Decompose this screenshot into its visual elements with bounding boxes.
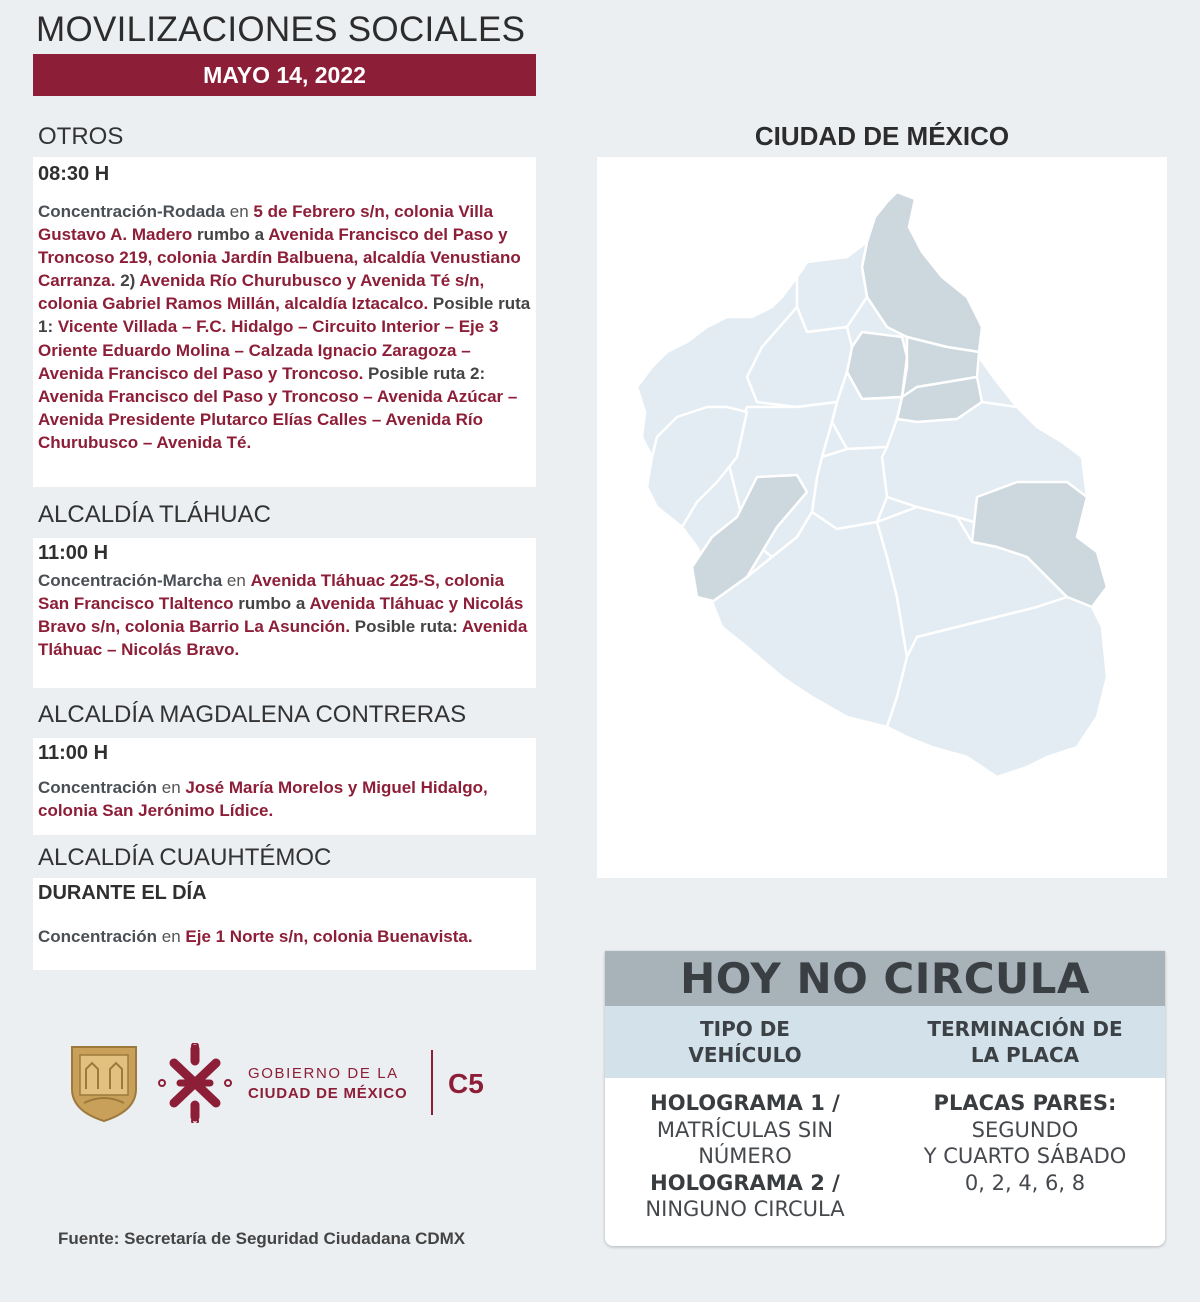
section-label-tlahuac: ALCALDÍA TLÁHUAC <box>38 501 271 528</box>
hnc-vehicle-cell <box>605 1090 885 1223</box>
event-description <box>38 776 531 822</box>
description-fragment: Eje 1 Norte s/n, colonia Buenavista. <box>185 927 473 946</box>
page-title: MOVILIZACIONES SOCIALES <box>36 10 526 49</box>
section-label-cuauhtemoc: ALCALDÍA CUAUHTÉMOC <box>38 844 332 871</box>
date-text: MAYO 14, 2022 <box>203 61 366 88</box>
date-banner <box>33 54 536 96</box>
event-card-magdalena-contreras <box>33 738 536 835</box>
plates-digits: 0, 2, 4, 6, 8 <box>964 1170 1086 1195</box>
hnc-title: HOY NO CIRCULA <box>605 951 1165 1006</box>
description-fragment: en <box>157 778 186 797</box>
map-panel <box>597 157 1167 878</box>
event-card-otros <box>33 157 536 487</box>
event-description <box>38 925 531 948</box>
description-fragment: Posible ruta 2: <box>363 363 486 383</box>
event-description <box>38 569 531 661</box>
description-fragment: Avenida Francisco del Paso y Troncoso – Avenida Azúcar – Avenida Presidente Plutarco Elías Calles – Avenida Río Churubusco – Avenida Té. <box>38 386 518 452</box>
event-card-cuauhtemoc <box>33 878 536 970</box>
description-fragment: Avenida Tláhuac 225-S, colonia San Francisco Tlaltenco <box>38 571 505 614</box>
description-fragment: Vicente Villada – F.C. Hidalgo – Circuito Interior – Eje 3 Oriente Eduardo Molina – Calzada Ignacio Zaragoza – Avenida Francisco del Paso y Troncoso. <box>38 317 499 383</box>
gov-line2: CIUDAD DE MÉXICO <box>248 1085 408 1102</box>
section-label-otros: OTROS <box>38 123 124 150</box>
gov-logotype <box>248 1064 407 1104</box>
cdmx-knot-logo-icon <box>159 1043 231 1123</box>
holo1-label: HOLOGRAMA 1 / <box>650 1091 840 1115</box>
event-description <box>38 200 531 454</box>
hnc-plate-cell <box>885 1090 1165 1223</box>
description-fragment: Avenida Francisco del Paso y Troncoso 219, colonia Jardín Balbuena, alcaldía Venustiano Carranza. <box>38 225 521 291</box>
hnc-col-plate-ending <box>885 1006 1165 1078</box>
plates-seg2: Y CUARTO SÁBADO <box>923 1144 1127 1168</box>
description-fragment: en <box>222 571 251 590</box>
description-fragment: Concentración-Marcha <box>38 571 223 590</box>
description-fragment: Avenida Tláhuac – Nicolás Bravo. <box>38 617 528 660</box>
holo2-text: NINGUNO CIRCULA <box>645 1197 845 1221</box>
source-note: Fuente: Secretaría de Seguridad Ciudadana CDMX <box>58 1229 466 1248</box>
cdmx-shield-icon <box>72 1047 136 1121</box>
hnc-col2-label: TERMINACIÓN DE LA PLACA <box>927 1017 1123 1067</box>
hoy-no-circula-panel <box>605 951 1165 1246</box>
description-fragment: Avenida Tláhuac y Nicolás Bravo s/n, colonia Barrio La Asunción. <box>38 594 524 637</box>
event-time: 11:00 H <box>38 542 109 564</box>
plates-seg1: SEGUNDO <box>971 1117 1079 1142</box>
section-label-magdalena-contreras: ALCALDÍA MAGDALENA CONTRERAS <box>38 701 467 728</box>
description-fragment: en <box>225 202 254 221</box>
description-fragment: en <box>157 927 186 946</box>
c5-logo: C5 <box>448 1068 484 1099</box>
hnc-col1-label: TIPO DE VEHÍCULO <box>688 1017 802 1067</box>
description-fragment: José María Morelos y Miguel Hidalgo, colonia San Jerónimo Lídice. <box>38 778 488 821</box>
event-time: 11:00 H <box>38 742 109 764</box>
map-title: CIUDAD DE MÉXICO <box>754 121 1010 151</box>
event-time: DURANTE EL DÍA <box>38 882 207 904</box>
holo2-label: HOLOGRAMA 2 / <box>650 1170 840 1195</box>
holo1-text: MATRÍCULAS SIN NÚMERO <box>656 1117 834 1168</box>
event-time: 08:30 H <box>38 163 110 185</box>
description-fragment: Concentración <box>38 927 158 946</box>
description-fragment: Posible ruta 1: <box>38 294 531 337</box>
gov-line1: GOBIERNO DE LA <box>248 1065 399 1082</box>
description-fragment: Avenida Río Churubusco y Avenida Té s/n, colonia Gabriel Ramos Millán, alcaldía Iztacalco. <box>38 271 485 314</box>
description-fragment: Concentración <box>38 778 158 797</box>
event-card-tlahuac <box>33 538 536 688</box>
plates-label: PLACAS PARES: <box>933 1091 1117 1115</box>
cdmx-map <box>597 157 1167 878</box>
description-fragment: 2) <box>115 271 140 291</box>
hnc-body <box>605 1078 1165 1223</box>
description-fragment: Posible ruta: <box>350 617 462 637</box>
logo-divider <box>431 1050 433 1115</box>
description-fragment: 5 de Febrero s/n, colonia Villa Gustavo A. Madero <box>38 202 494 245</box>
map-region-coyoacan <box>812 447 887 529</box>
description-fragment: rumbo a <box>233 594 310 614</box>
hnc-column-headers <box>605 1006 1165 1078</box>
description-fragment: rumbo a <box>192 225 269 245</box>
hnc-col-vehicle-type <box>605 1006 885 1078</box>
description-fragment: Concentración-Rodada <box>38 202 226 221</box>
